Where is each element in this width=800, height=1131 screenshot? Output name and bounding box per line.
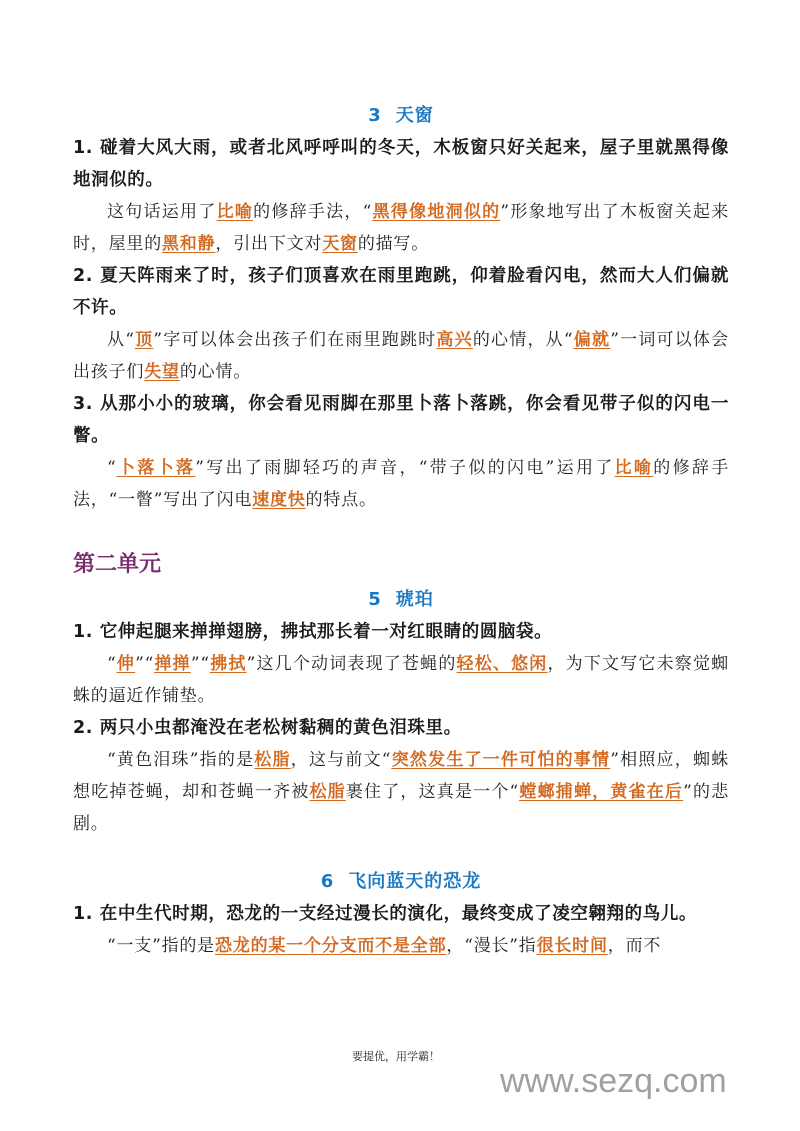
answer-text: “: [107, 458, 117, 478]
answer-text: 这句话运用了: [107, 202, 217, 222]
answer-text: 从“: [107, 330, 135, 350]
answer-explanation: [73, 324, 729, 388]
answer-text: 的心情。: [179, 362, 252, 382]
key-point-highlight: 螳螂捕蝉，黄雀在后: [519, 782, 684, 802]
answer-explanation: [73, 744, 729, 840]
answer-text: ”“: [135, 654, 155, 674]
spacer: [73, 840, 729, 866]
lesson-5-items: [73, 616, 729, 840]
lesson-name: 飞向蓝天的恐龙: [348, 871, 482, 892]
answer-text: “黄色泪珠”指的是: [107, 750, 255, 770]
lesson-title-6: [73, 866, 729, 898]
answer-text: 的修辞手法，“: [253, 202, 373, 222]
lesson-title-5: [73, 584, 729, 616]
answer-text: ，引出下文对: [215, 234, 323, 254]
answer-text: ，这与前文“: [290, 750, 392, 770]
answer-text: “一支”指的是: [107, 936, 215, 956]
key-point-highlight: 偏就: [573, 330, 611, 350]
key-point-highlight: 黑得像地洞似的: [372, 202, 501, 222]
answer-text: 裹住了，这真是一个“: [345, 782, 520, 802]
answer-text: ”相照应，蜘蛛想吃掉苍蝇，却和苍蝇一齐被: [73, 750, 729, 802]
question-sentence: 2. 两只小虫都淹没在老松树黏稠的黄色泪珠里。: [73, 718, 462, 738]
question-sentence: 3. 从那小小的玻璃，你会看见雨脚在那里卜落卜落跳，你会看见带子似的闪电一瞥。: [73, 394, 729, 446]
answer-text: ，为下文写它未察觉蜘蛛的逼近作铺垫。: [73, 654, 729, 706]
answer-text: ”这几个动词表现了苍蝇的: [246, 654, 457, 674]
key-point-highlight: 很长时间: [536, 936, 608, 956]
question-sentence: 1. 碰着大风大雨，或者北风呼呼叫的冬天，木板窗只好关起来，屋子里就黑得像地洞似的。: [73, 138, 729, 190]
lesson-name: 琥珀: [395, 589, 434, 610]
answer-text: ”“: [190, 654, 210, 674]
lesson-title-3: [73, 100, 729, 132]
question-sentence: 2. 夏天阵雨来了时，孩子们顶喜欢在雨里跑跳，仰着脸看闪电，然而大人们偏就不许。: [73, 266, 729, 318]
key-point-highlight: 松脂: [309, 782, 346, 802]
answer-text: ”写出了雨脚轻巧的声音，“带子似的闪电”运用了: [195, 458, 615, 478]
key-point-highlight: 高兴: [436, 330, 473, 350]
key-point-highlight: 失望: [144, 362, 180, 382]
footer-slogan: 要提优，用学霸！: [352, 1050, 440, 1063]
answer-explanation: [73, 196, 729, 260]
answer-text: 的特点。: [305, 490, 377, 510]
key-point-highlight: 轻松、悠闲: [456, 654, 548, 674]
key-point-highlight: 松脂: [254, 750, 291, 770]
answer-text: 的修辞手法，“一瞥”写出了闪电: [73, 458, 729, 510]
key-point-highlight: 天窗: [322, 234, 358, 254]
answer-explanation: [73, 648, 729, 712]
watermark-url: www.sezq.com: [500, 1062, 727, 1100]
key-point-highlight: 比喻: [614, 458, 654, 478]
key-point-highlight: 卜落卜落: [116, 458, 196, 478]
answer-explanation: [73, 452, 729, 516]
lesson-number: 3: [368, 105, 382, 126]
key-point-highlight: 突然发生了一件可怕的事情: [391, 750, 611, 770]
lesson-number: 6: [320, 871, 335, 892]
answer-text: ”形象地写出了木板窗关起来时，屋里的: [73, 202, 729, 254]
key-point-highlight: 伸: [116, 654, 136, 674]
answer-text: ”一词可以体会出孩子们: [73, 330, 729, 382]
lesson-number: 5: [368, 589, 382, 610]
key-point-highlight: 比喻: [216, 202, 254, 222]
lesson-3-items: [73, 132, 729, 516]
answer-text: 的描写。: [357, 234, 430, 254]
lesson-name: 天窗: [395, 105, 434, 126]
key-point-highlight: 拂拭: [209, 654, 247, 674]
unit-title: 第二单元: [73, 551, 162, 577]
key-point-highlight: 黑和静: [162, 234, 216, 254]
key-point-highlight: 掸掸: [154, 654, 191, 674]
key-point-highlight: 顶: [134, 330, 154, 350]
answer-text: ”的悲剧。: [73, 782, 729, 834]
answer-text: 的心情，从“: [472, 330, 574, 350]
question-sentence: 1. 它伸起腿来掸掸翅膀，拂拭那长着一对红眼睛的圆脑袋。: [73, 622, 553, 642]
document-page: [73, 100, 729, 962]
answer-explanation: [73, 930, 729, 962]
lesson-6-items: [73, 898, 729, 962]
answer-text: ，而不: [607, 936, 662, 956]
question-sentence: 1. 在中生代时期，恐龙的一支经过漫长的演化，最终变成了凌空翱翔的鸟儿。: [73, 904, 698, 924]
key-point-highlight: 恐龙的某一个分支而不是全部: [214, 936, 447, 956]
answer-text: “: [107, 654, 117, 674]
answer-text: ，“漫长”指: [446, 936, 537, 956]
key-point-highlight: 速度快: [252, 490, 306, 510]
answer-text: ”字可以体会出孩子们在雨里跑跳时: [153, 330, 437, 350]
